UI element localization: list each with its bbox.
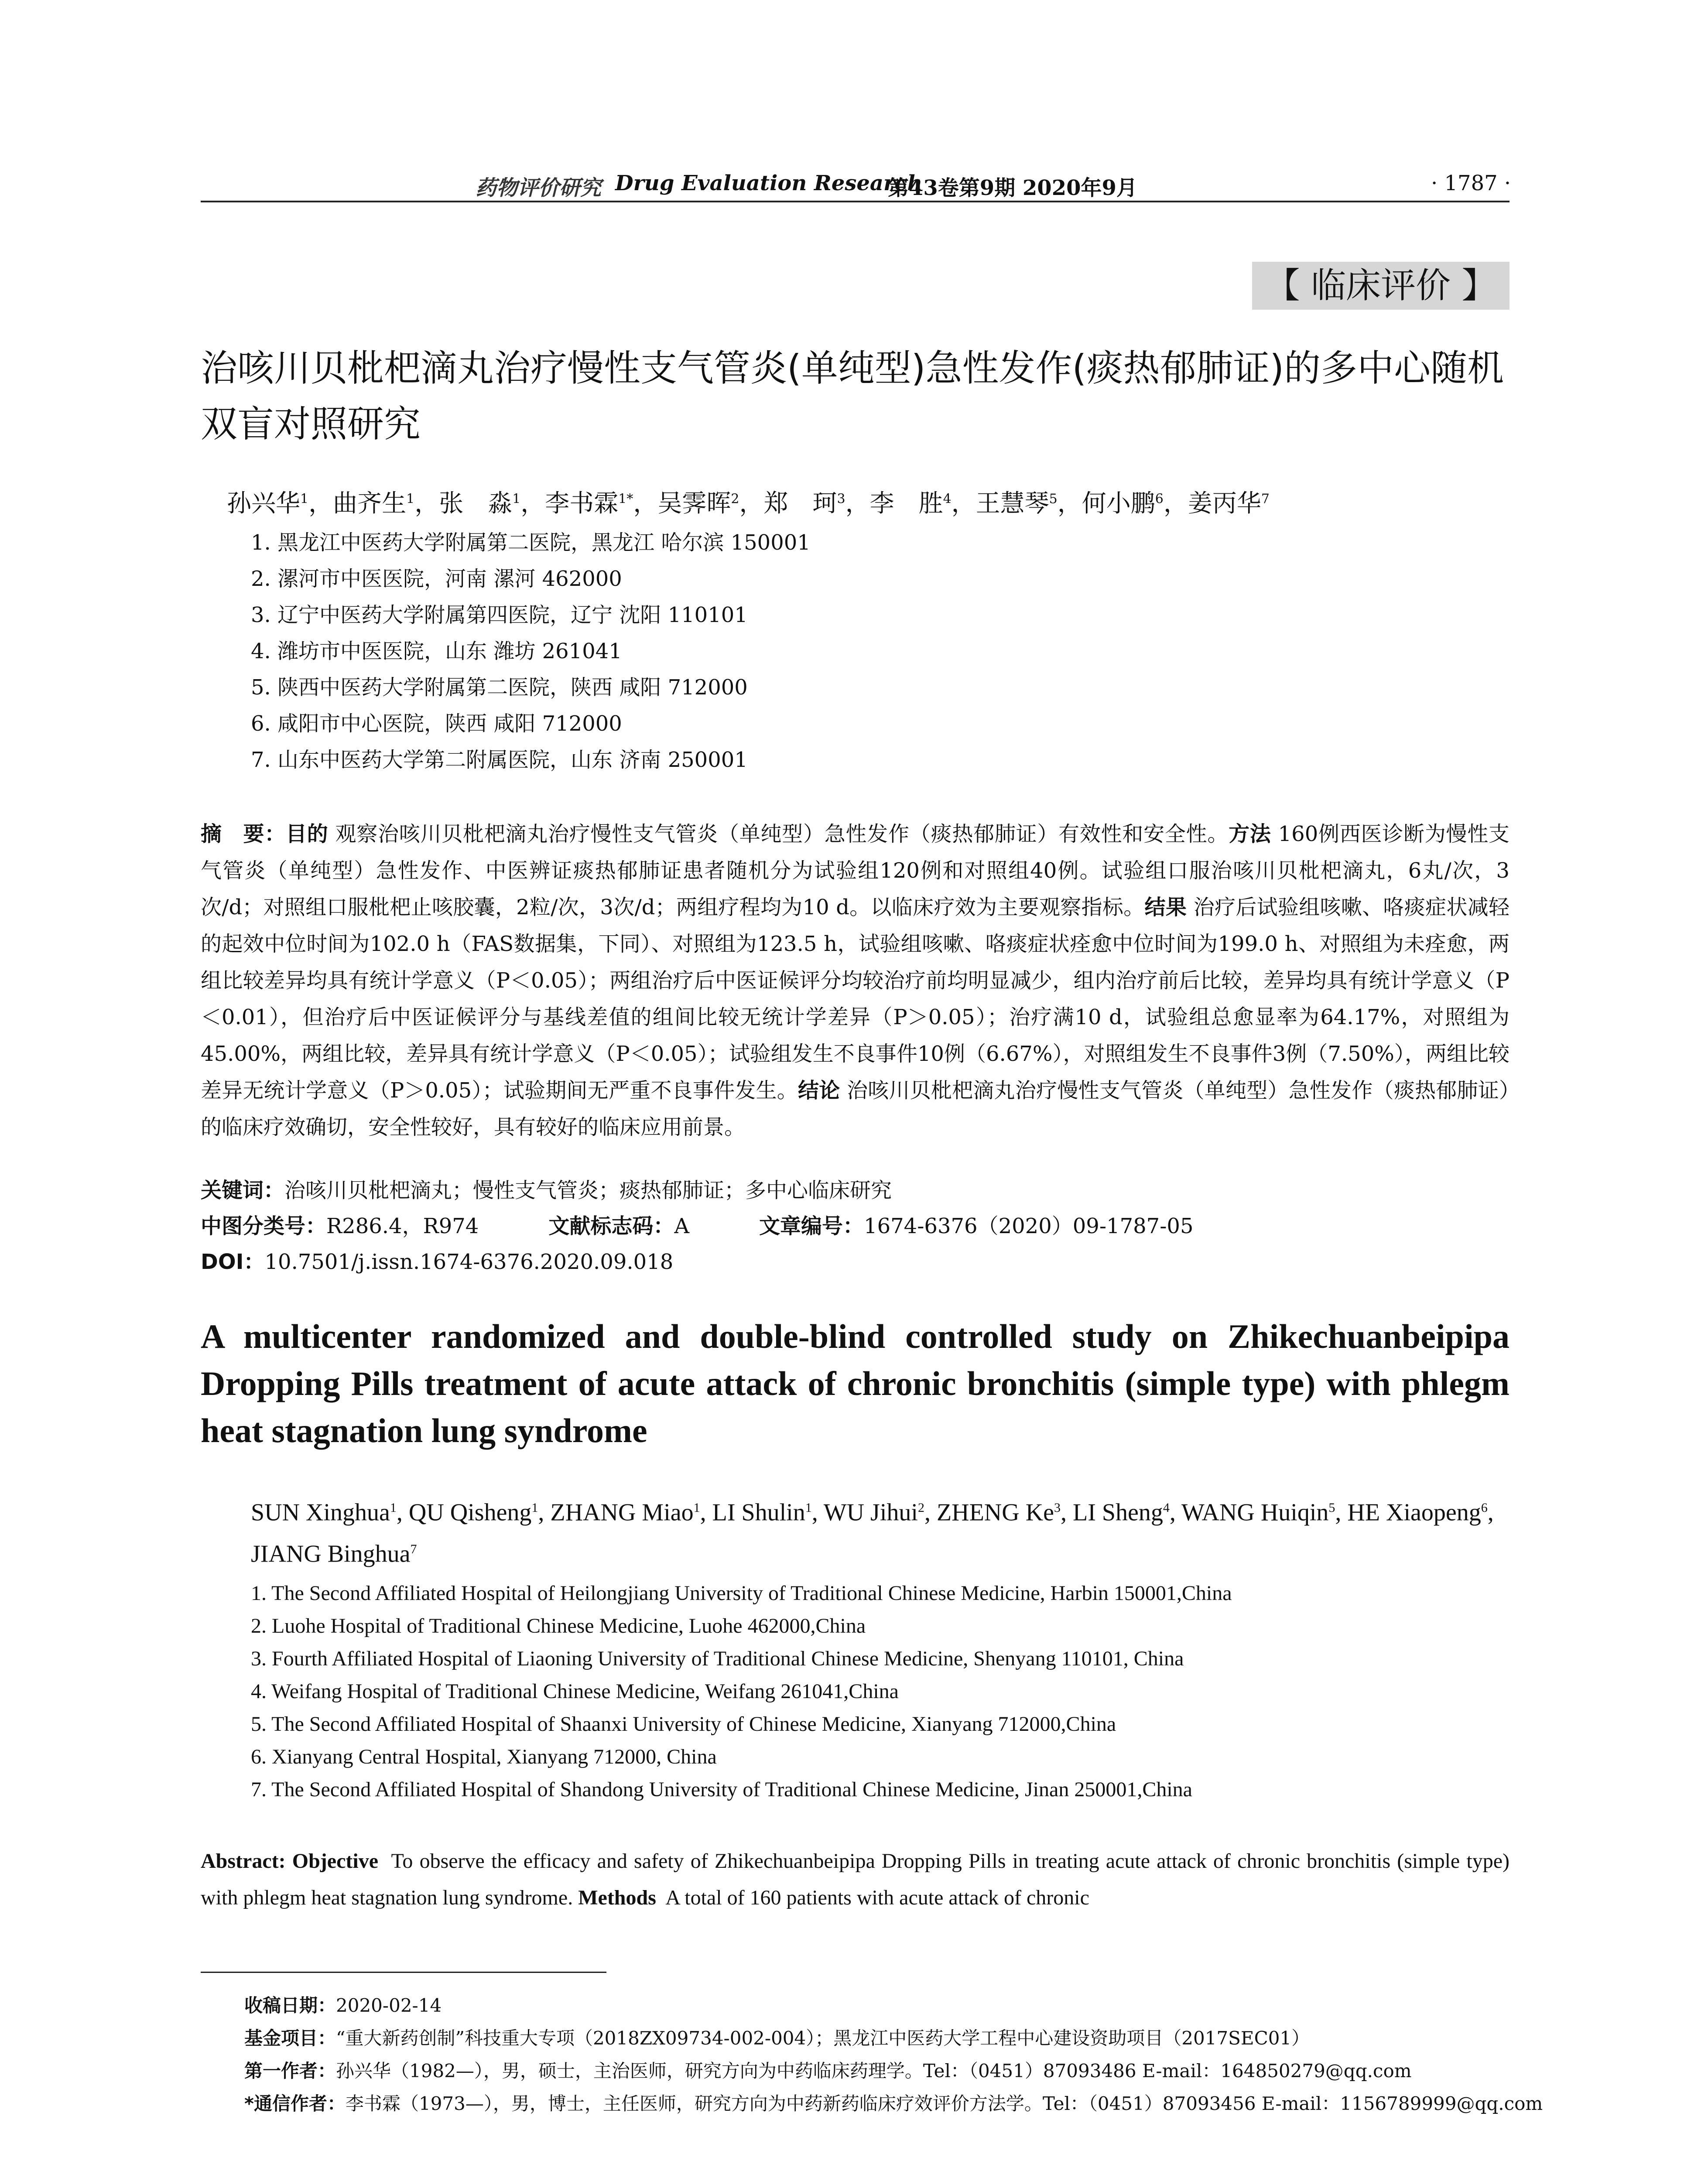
footnote-label: 基金项目： (244, 2027, 336, 2049)
author-cn-name: 吴霁晖 (657, 489, 731, 518)
author-cn-affiliation-marker: 1 (300, 491, 309, 507)
affiliation-cn: 5. 陕西中医药大学附属第二医院，陕西 咸阳 712000 (251, 675, 748, 700)
author-cn-affiliation-marker: 5 (1049, 491, 1058, 507)
affiliation-en: 5. The Second Affiliated Hospital of Shaanxi University of Chinese Medicine, Xianyang 712000,China (251, 1713, 1116, 1736)
doi-value[interactable]: 10.7501/j.issn.1674-6376.2020.09.018 (264, 1250, 674, 1274)
author-en-affiliation-marker: 1 (531, 1501, 538, 1515)
page-number: · 1787 · (1431, 171, 1511, 195)
article-no-label: 文章编号： (759, 1214, 864, 1238)
header-divider (201, 201, 1509, 202)
abstract-cn (201, 816, 1509, 1145)
keywords-text: 治咳川贝枇杷滴丸；慢性支气管炎；痰热郁肺证；多中心临床研究 (284, 1178, 892, 1203)
footnote-first-author (244, 2057, 1412, 2083)
doc-code-label: 文献标志码： (548, 1214, 674, 1238)
abstract-cn-label: 摘 要： (201, 822, 286, 846)
author-cn-name: 李书霖 (545, 489, 619, 518)
author-en-affiliation-marker: 1 (805, 1501, 812, 1515)
author-en-name: ZHENG Ke (936, 1499, 1054, 1526)
author-en-name: WU Jihui (823, 1499, 918, 1526)
affiliation-en: 3. Fourth Affiliated Hospital of Liaoning University of Traditional Chinese Medicine, Shenyang 110101, China (251, 1647, 1184, 1670)
author-en-name: WANG Huiqin (1181, 1499, 1329, 1526)
affiliation-cn: 1. 黑龙江中医药大学附属第二医院，黑龙江 哈尔滨 150001 (251, 530, 811, 555)
author-cn-affiliation-marker: 1 (406, 491, 415, 507)
author-cn-name: 姜丙华 (1188, 489, 1261, 518)
authors-cn: 孙兴华$^1$，曲齐生$^1$，张 淼$^1$，李书霖$^{1*}$，吴霁晖$^2$，郑 珂$^3$，李 胜$^4$，王慧琴$^5$，何小鹏$^6$，姜丙华$^7$ (227, 489, 1270, 518)
abstract-en-label: Abstract: (201, 1849, 286, 1873)
author-cn-name: 何小鹏 (1082, 489, 1155, 518)
results-text-cn: 治疗后试验组咳嗽、咯痰症状减轻的起效中位时间为102.0 h（FAS数据集，下同）、对照组为123.5 h，试验组咳嗽、咯痰症状痊愈中位时间为199.0 h、对照组为未痊愈，两组比较差异均具有统计学意义（P＜0.05）；两组治疗后中医证候评分均较治疗前均明显减少，组内治疗前后比较，差异均具有统计学意义（P＜0.01），但治疗后中医证候评分与基线差值的组间比较无统计学差异（P＞0.05）；治疗满10 d，试验组总愈显率为64.17%，对照组为45.00%，两组比较，差异具有统计学意义（P＜0.05）；试验组发生不良事件10例（6.67%），对照组发生不良事件3例（7.50%），两组比较差异无统计学意义（P＞0.05）；试验期间无严重不良事件发生。 (201, 895, 1509, 1103)
affiliation-en: 6. Xianyang Central Hospital, Xianyang 712000, China (251, 1745, 717, 1768)
conclusion-text-cn: 治咳川贝枇杷滴丸治疗慢性支气管炎（单纯型）急性发作（痰热郁肺证）的临床疗效确切，安全性较好，具有较好的临床应用前景。 (201, 1078, 1509, 1139)
author-en-affiliation-marker: 7 (410, 1542, 417, 1556)
title-cn: 治咳川贝枇杷滴丸治疗慢性支气管炎(单纯型)急性发作(痰热郁肺证)的多中心随机双盲对照研究 (201, 347, 1504, 445)
author-en-affiliation-marker: 1 (390, 1501, 397, 1515)
affiliation-en: 1. The Second Affiliated Hospital of Heilongjiang University of Traditional Chinese Medicine, Harbin 150001,China (251, 1582, 1232, 1605)
objective-text-en: To observe the efficacy and safety of Zhikechuanbeipipa Dropping Pills in treating acute attack of chronic bronchitis (simple type) with phlegm heat stagnation lung syndrome. (201, 1849, 1510, 1909)
author-en-name: ZHANG Miao (550, 1499, 694, 1526)
author-cn-name: 曲齐生 (333, 489, 407, 518)
footnote-received (244, 1991, 442, 2017)
author-en-affiliation-marker: 3 (1054, 1501, 1061, 1515)
objective-label-en: Objective (292, 1849, 379, 1873)
journal-logo: 药物评价研究 (476, 176, 602, 200)
section-tag: 【 临床评价 】 (1252, 262, 1509, 310)
journal-issue: 第43卷第9期 2020年9月 (888, 176, 1137, 200)
title-en: A multicenter randomized and double-blind controlled study on Zhikechuanbeipipa Dropping Pills treatment of acute attack of chronic bronchitis (simple type) with phlegm heat stagnation lung syndrome (201, 1317, 1509, 1449)
author-cn-name: 孙兴华 (227, 489, 300, 518)
author-en-name: QU Qisheng (408, 1499, 532, 1526)
doi-label: DOI： (201, 1250, 265, 1274)
affiliation-cn: 7. 山东中医药大学第二附属医院，山东 济南 250001 (251, 748, 748, 772)
classification-line (201, 1209, 1194, 1239)
journal-name: Drug Evaluation Research (615, 171, 923, 195)
affiliation-en: 4. Weifang Hospital of Traditional Chinese Medicine, Weifang 261041,China (251, 1680, 899, 1703)
author-cn-affiliation-marker: 7 (1261, 491, 1270, 507)
affiliation-cn: 3. 辽宁中医药大学附属第四医院，辽宁 沈阳 110101 (251, 603, 748, 627)
author-en-affiliation-marker: 2 (917, 1501, 924, 1515)
objective-label-cn: 目的 (286, 822, 329, 846)
affiliation-en: 2. Luohe Hospital of Traditional Chinese Medicine, Luohe 462000,China (251, 1614, 866, 1637)
author-en-name: LI Shulin (712, 1499, 805, 1526)
author-en-name: LI Sheng (1073, 1499, 1163, 1526)
author-en-affiliation-marker: 5 (1328, 1501, 1335, 1515)
clc-label: 中图分类号： (201, 1214, 327, 1238)
doi-line (201, 1245, 673, 1275)
affiliation-cn: 2. 漯河市中医医院，河南 漯河 462000 (251, 567, 622, 591)
objective-text-cn: 观察治咳川贝枇杷滴丸治疗慢性支气管炎（单纯型）急性发作（痰热郁肺证）有效性和安全性。 (335, 822, 1229, 846)
affiliation-en: 7. The Second Affiliated Hospital of Shandong University of Traditional Chinese Medicine, Jinan 250001,China (251, 1778, 1192, 1801)
footnote-label: 收稿日期： (244, 1995, 336, 2016)
author-en-affiliation-marker: 6 (1481, 1501, 1488, 1515)
footnote-text: 孙兴华（1982—），男，硕士，主治医师，研究方向为中药临床药理学。Tel：（0451）87093486 E-mail：164850279@qq.com (336, 2060, 1412, 2082)
methods-text-en: A total of 160 patients with acute attack of chronic (665, 1886, 1089, 1909)
methods-label-cn: 方法 (1229, 822, 1271, 846)
footnote-text: “重大新药创制”科技重大专项（2018ZX09734-002-004）；黑龙江中医药大学工程中心建设资助项目（2017SEC01） (336, 2027, 1310, 2049)
authors-en: SUN Xinghua$^1$, QU Qisheng$^1$, ZHANG Miao$^1$, LI Shulin$^1$, WU Jihui$^2$, ZHENG Ke$^3$, LI Sheng$^4$, WANG Huiqin$^5$, HE Xiaopeng$^6$, JIANG Binghua$^7$ (251, 1499, 1494, 1568)
clc-value: R286.4，R974 (326, 1214, 479, 1238)
author-en-affiliation-marker: 4 (1163, 1501, 1170, 1515)
results-label-cn: 结果 (1144, 895, 1187, 920)
footnote-label: *通信作者： (244, 2093, 346, 2114)
author-en-name: HE Xiaopeng (1347, 1499, 1481, 1526)
author-en-name: SUN Xinghua (251, 1499, 390, 1526)
affiliation-cn: 4. 潍坊市中医医院，山东 潍坊 261041 (251, 639, 622, 663)
author-cn-affiliation-marker: 3 (837, 491, 845, 507)
footnote-corresponding-author (244, 2089, 1543, 2116)
author-en-affiliation-marker: 1 (693, 1501, 700, 1515)
footnote-text: 2020-02-14 (336, 1995, 442, 2016)
footnote-text: 李书霖（1973—），男，博士，主任医师，研究方向为中药新药临床疗效评价方法学。Tel：（0451）87093456 E-mail：1156789999@qq.com (345, 2093, 1543, 2114)
footnote-label: 第一作者： (244, 2060, 336, 2082)
abstract-en (201, 1843, 1509, 1916)
author-cn-affiliation-marker: 1 (512, 491, 521, 507)
footnote-funding (244, 2024, 1310, 2050)
affiliation-cn: 6. 咸阳市中心医院，陕西 咸阳 712000 (251, 711, 622, 736)
author-cn-name: 李 胜 (869, 489, 943, 518)
author-cn-name: 王慧琴 (976, 489, 1049, 518)
methods-text-cn: 160例西医诊断为慢性支气管炎（单纯型）急性发作、中医辨证痰热郁肺证患者随机分为试验组120例和对照组40例。试验组口服治咳川贝枇杷滴丸，6丸/次，3次/d；对照组口服枇杷止咳胶囊，2粒/次，3次/d；两组疗程均为10 d。以临床疗效为主要观察指标。 (201, 822, 1509, 920)
footnote-divider (201, 1972, 606, 1973)
doc-code-value: A (674, 1214, 690, 1238)
author-cn-affiliation-marker: 2 (731, 491, 739, 507)
author-cn-affiliation-marker: 6 (1155, 491, 1164, 507)
keywords-label: 关键词： (201, 1178, 285, 1203)
keywords-cn (201, 1173, 892, 1203)
article-no-value: 1674-6376（2020）09-1787-05 (864, 1214, 1194, 1238)
author-cn-name: 张 淼 (439, 489, 513, 518)
author-cn-name: 郑 珂 (763, 489, 837, 518)
author-cn-affiliation-marker: 1* (618, 491, 633, 507)
conclusion-label-cn: 结论 (798, 1078, 840, 1103)
author-en-name: JIANG Binghua (251, 1540, 411, 1568)
methods-label-en: Methods (578, 1886, 656, 1909)
author-cn-affiliation-marker: 4 (943, 491, 952, 507)
